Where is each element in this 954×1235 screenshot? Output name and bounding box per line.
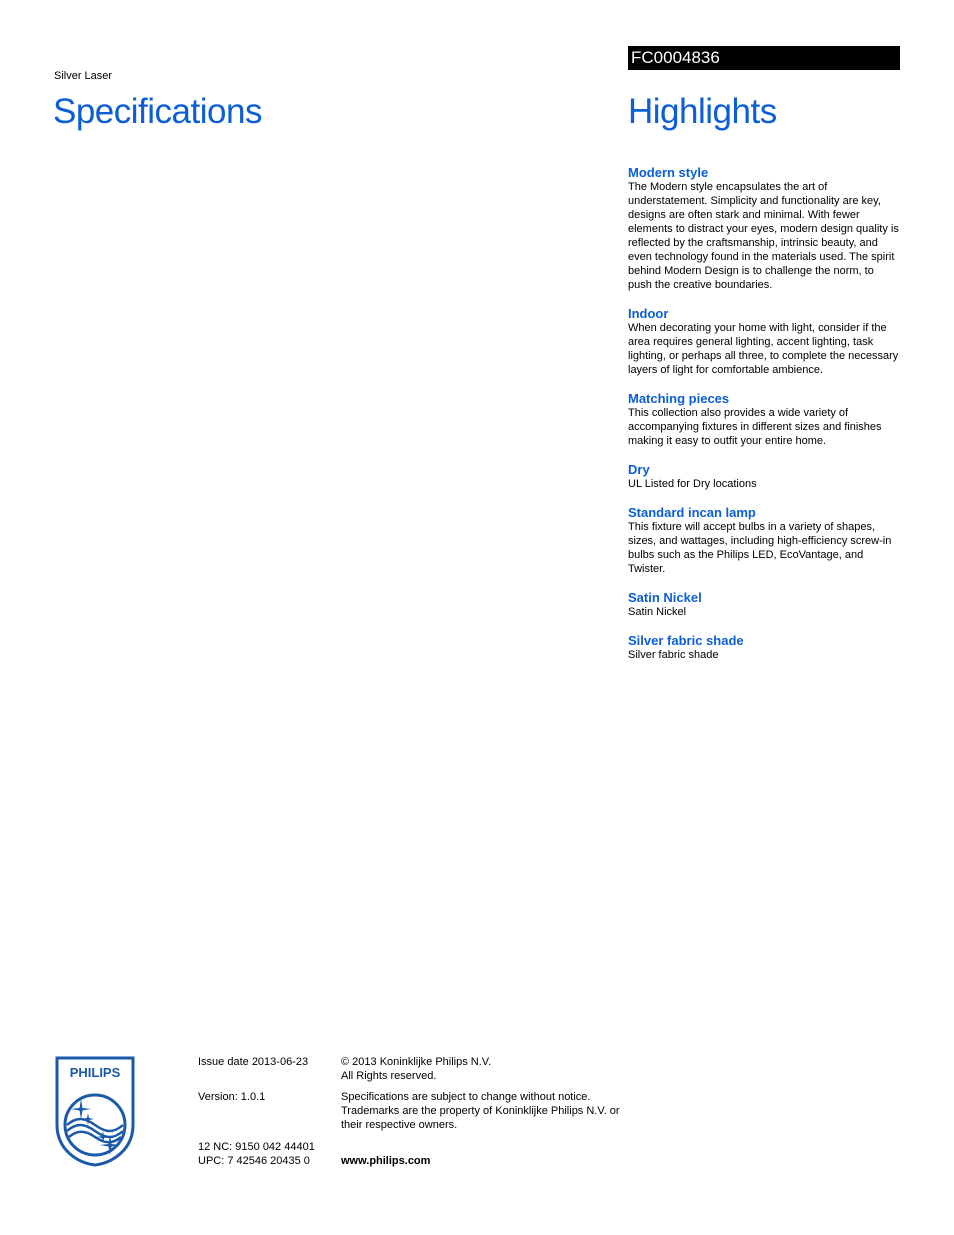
highlight-heading: Modern style — [628, 165, 709, 180]
highlights-title: Highlights — [628, 92, 777, 131]
version: Version: 1.0.1 — [198, 1091, 266, 1103]
highlight-body: The Modern style encapsulates the art of understatement. Simplicity and functionality are key, designs are often stark and minimal. With fewer elements to distract your eyes, modern design quality is reflected by the craftsmanship, intrinsic beauty, and even technology found in the materials used. The spirit behind Modern Design is to challenge the norm, to push the creative boundaries. — [628, 181, 899, 291]
philips-logo — [54, 1055, 136, 1167]
disclaimer: Specifications are subject to change without notice. Trademarks are the property of Koninklijke Philips N.V. or their respective owners. — [341, 1091, 620, 1131]
copyright: © 2013 Koninklijke Philips N.V. — [341, 1056, 492, 1068]
highlight-heading: Standard incan lamp — [628, 505, 756, 520]
rights-reserved: All Rights reserved. — [341, 1070, 437, 1082]
highlight-body: This collection also provides a wide variety of accompanying fixtures in different sizes and finishes making it easy to outfit your entire home. — [628, 407, 882, 447]
highlights-list — [628, 165, 900, 676]
highlight-heading: Satin Nickel — [628, 590, 702, 605]
highlight-heading: Matching pieces — [628, 391, 730, 406]
highlight-heading: Dry — [628, 462, 650, 477]
highlight-heading: Indoor — [628, 306, 669, 321]
highlight-body: UL Listed for Dry locations — [628, 478, 757, 490]
highlight-item — [628, 505, 900, 576]
product-code-bar: FC0004836 — [628, 46, 900, 70]
upc-number: UPC: 7 42546 20435 0 — [198, 1155, 310, 1167]
specifications-title: Specifications — [53, 92, 262, 131]
highlight-item — [628, 391, 900, 448]
issue-date: Issue date 2013-06-23 — [198, 1056, 309, 1068]
product-name: Silver Laser — [54, 70, 113, 82]
highlight-body: When decorating your home with light, consider if the area requires general lighting, accent lighting, task lighting, or perhaps all three, to complete the necessary layers of light for comfortable ambience. — [628, 322, 899, 376]
highlight-item — [628, 306, 900, 377]
highlight-item — [628, 633, 900, 662]
website-link[interactable]: www.philips.com — [341, 1155, 431, 1167]
highlight-body: Satin Nickel — [628, 606, 687, 618]
highlight-item — [628, 590, 900, 619]
highlight-item — [628, 165, 900, 292]
nc-number: 12 NC: 9150 042 44401 — [198, 1141, 315, 1153]
highlight-item — [628, 462, 900, 491]
highlight-body: This fixture will accept bulbs in a variety of shapes, sizes, and wattages, including high-efficiency screw-in bulbs such as the Philips LED, EcoVantage, and Twister. — [628, 521, 892, 575]
highlight-body: Silver fabric shade — [628, 649, 719, 661]
logo-wordmark: PHILIPS — [69, 1065, 121, 1080]
highlight-heading: Silver fabric shade — [628, 633, 744, 648]
